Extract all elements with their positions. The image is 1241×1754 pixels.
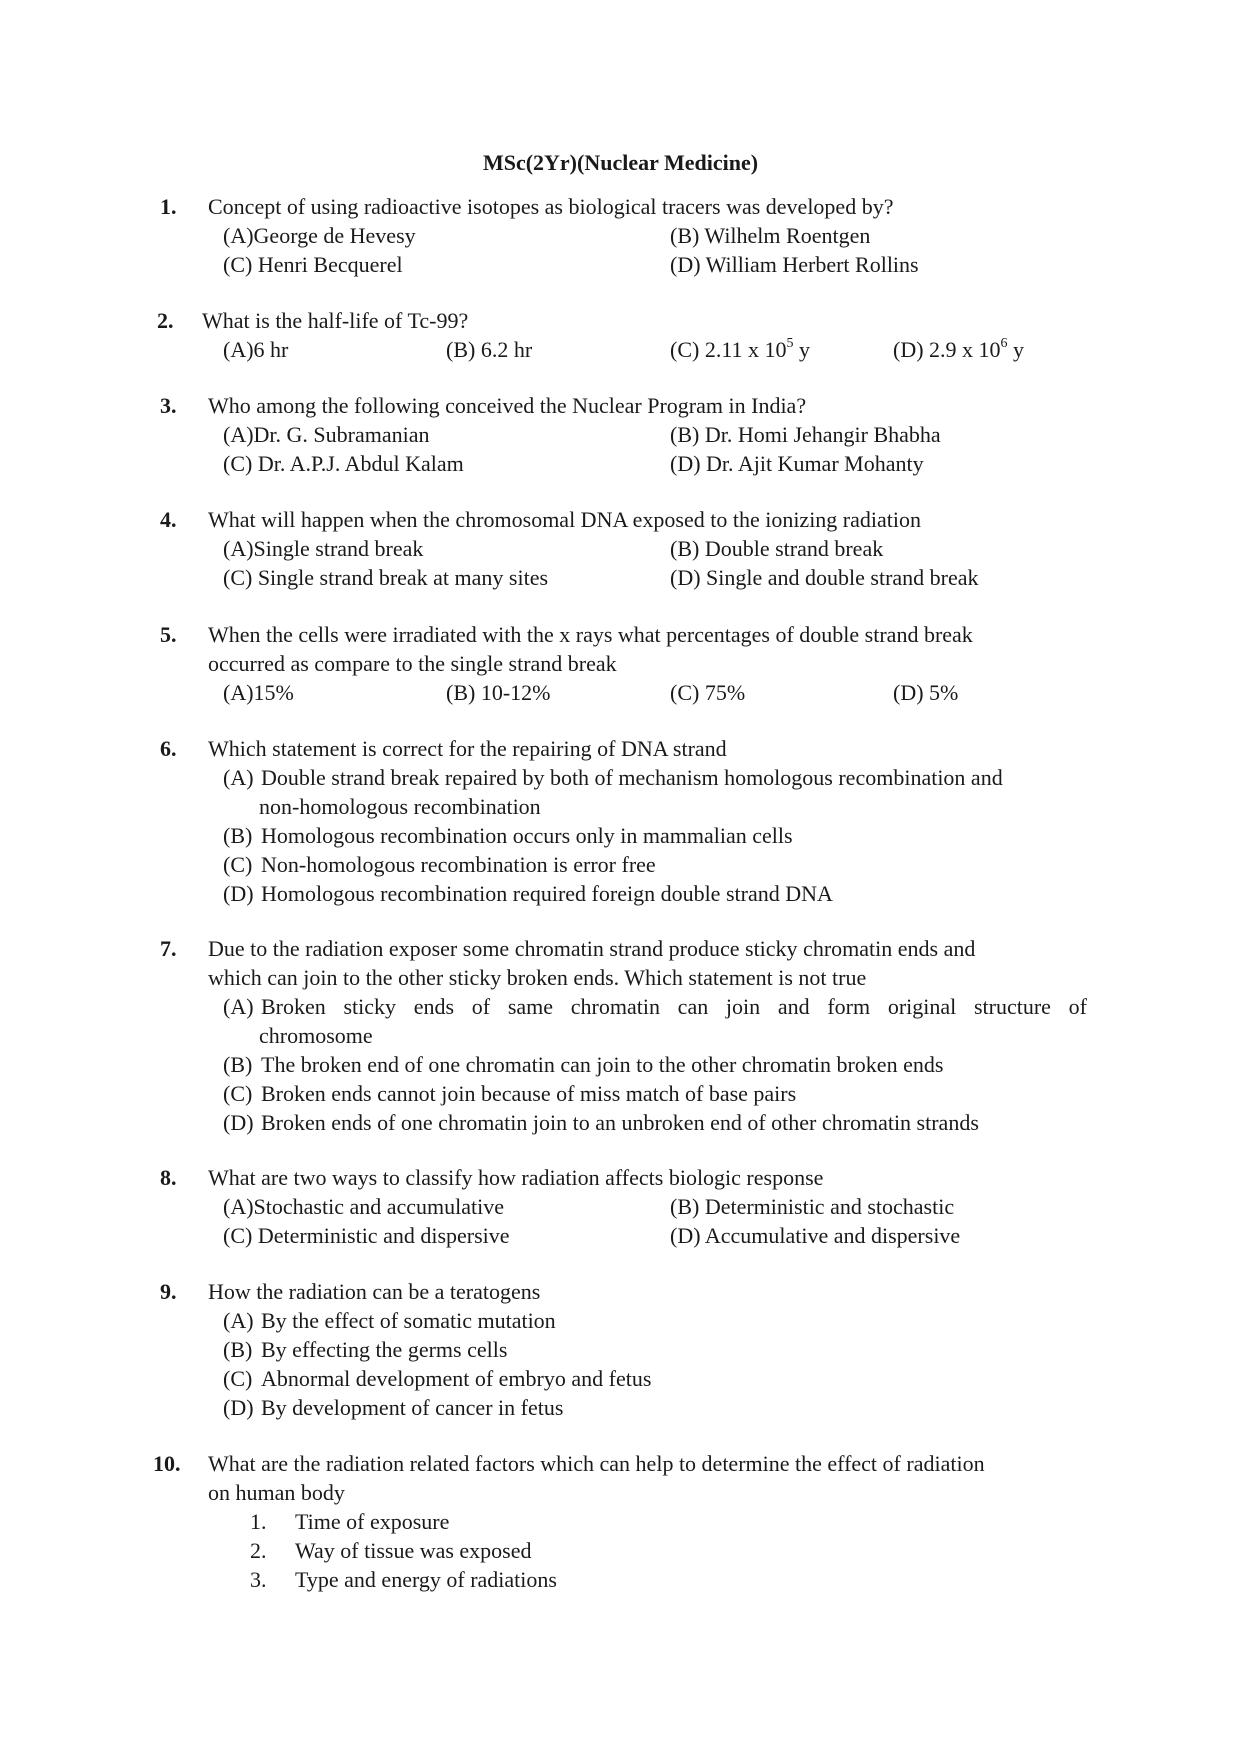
option-a: (A)6 hr <box>223 337 289 362</box>
question-number: 8. <box>160 1165 177 1190</box>
question-number: 6. <box>160 736 177 761</box>
option-b: (B) Double strand break <box>670 536 884 561</box>
question-text: on human body <box>208 1480 345 1505</box>
option-b: (B) Dr. Homi Jehangir Bhabha <box>670 422 941 447</box>
option-a: (A)Single strand break <box>223 536 424 561</box>
option-d: (D) Accumulative and dispersive <box>670 1223 961 1248</box>
page-title: MSc(2Yr)(Nuclear Medicine) <box>482 150 759 175</box>
question-text: What are two ways to classify how radiation affects biologic response <box>208 1165 824 1190</box>
question-text: which can join to the other sticky broken ends. Which statement is not true <box>208 965 867 990</box>
question-number: 3. <box>160 393 177 418</box>
option-b: (B) Wilhelm Roentgen <box>670 223 871 248</box>
question-number: 5. <box>160 622 177 647</box>
option-d: (D) William Herbert Rollins <box>670 252 919 277</box>
option-a: (A)George de Hevesy <box>223 223 416 248</box>
question-number: 4. <box>160 507 177 532</box>
question-text: Due to the radiation exposer some chromatin strand produce sticky chromatin ends and <box>208 936 976 961</box>
question-text: What is the half-life of Tc-99? <box>202 308 469 333</box>
question-text: What will happen when the chromosomal DNA exposed to the ionizing radiation <box>208 507 922 532</box>
option-c: (C) Dr. A.P.J. Abdul Kalam <box>223 451 464 476</box>
question-text: occurred as compare to the single strand break <box>208 651 617 676</box>
option-c: (C) 75% <box>670 680 746 705</box>
question-text: When the cells were irradiated with the x rays what percentages of double strand break <box>208 622 973 647</box>
option-a: (A)Stochastic and accumulative <box>223 1194 505 1219</box>
question-number: 2. <box>157 308 174 333</box>
question-number: 7. <box>160 936 177 961</box>
option-d: (D) 2.9 x $10^6$ y <box>893 335 1025 362</box>
exam-page: MSc(2Yr)(Nuclear Medicine) 1. Concept of using radioactive isotopes as biological tracers was developed by? (A)George de Hevesy (B) Wilhelm Roentgen (C) Henri Becquerel (D) William Herbert Rollins 2. What is the half-life of Tc-99? (A)6 hr (B) 6.2 hr (C) 2.11 x $10^5$ y (D) 2.9 x $10^6$ y 3. Who among the following conceived the Nuclear Program in India? (A)Dr. G. Subramanian (B) Dr. Homi Jehangir Bhabha (C) Dr. A.P.J. Abdul Kalam (D) Dr. Ajit Kumar Mohanty 4. What will happen when the chromosomal DNA exposed to the ionizing radiation (A)Single strand break (B) Double strand break (C) Single strand break at many sites (D) Single and double strand break 5. When the cells were irradiated with the x rays what percentages of double strand break occurred as compare to the single strand break (A)15% (B) 10-12% (C) 75% (D) 5% 6. Which statement is correct for the repairing of DNA strand (A) Double strand break repaired by both of mechanism homologous recombination and non-homologous recombination (B) Homologous recombination occurs only in mammalian cells (C) Non-homologous recombination is error free (D) Homologous recombination required foreign double strand DNA 7. Due to the radiation exposer some chromatin strand produce sticky chromatin ends and which can join to the other sticky broken ends. Which statement is not true (A) Broken sticky ends of same chromatin can join and form original structure of chromosome (B) The broken end of one chromatin can join to the other chromatin broken ends (C) Broken ends cannot join because of miss match of base pairs (D) Broken ends of one chromatin join to an unbroken end of other chromatin strands 8. What are two ways to classify how radiation affects biologic response (A)Stochastic and accumulative (B) Deterministic and stochastic (C) Deterministic and dispersive (D) Accumulative and dispersive 9. How the radiation can be a teratogens (A) By the effect of somatic mutation (B) By effecting the germs cells (C) Abnormal development of embryo and fetus (D) By development of cancer in fetus 10. What are the radiation related factors which can help to determine the effect of radiation on human body 1. Time of exposure 2. Way of tissue was exposed 3. Type and energy of radiations <box>0 0 1241 1754</box>
question-number: 10. <box>153 1451 181 1476</box>
question-text: Which statement is correct for the repairing of DNA strand <box>208 736 727 761</box>
option-d: (D) Single and double strand break <box>670 565 979 590</box>
option-b: (B) Deterministic and stochastic <box>670 1194 955 1219</box>
question-number: 9. <box>160 1279 177 1304</box>
question-text: What are the radiation related factors which can help to determine the effect of radiation <box>208 1451 985 1476</box>
question-text: How the radiation can be a teratogens <box>208 1279 541 1304</box>
option-c: (C) Deterministic and dispersive <box>223 1223 510 1248</box>
option-c: (C) Single strand break at many sites <box>223 565 549 590</box>
question-number: 1. <box>160 194 177 219</box>
option-a: (A)Dr. G. Subramanian <box>223 422 430 447</box>
option-b: (B) 6.2 hr <box>446 337 533 362</box>
option-d: (D) Dr. Ajit Kumar Mohanty <box>670 451 924 476</box>
option-d: (D) 5% <box>893 680 959 705</box>
question-text: Who among the following conceived the Nuclear Program in India? <box>208 393 807 418</box>
question-text: Concept of using radioactive isotopes as biological tracers was developed by? <box>208 194 894 219</box>
option-b: (B) 10-12% <box>446 680 551 705</box>
option-c: (C) 2.11 x $10^5$ y <box>670 335 811 362</box>
option-c: (C) Henri Becquerel <box>223 252 403 277</box>
option-a: (A)15% <box>223 680 294 705</box>
